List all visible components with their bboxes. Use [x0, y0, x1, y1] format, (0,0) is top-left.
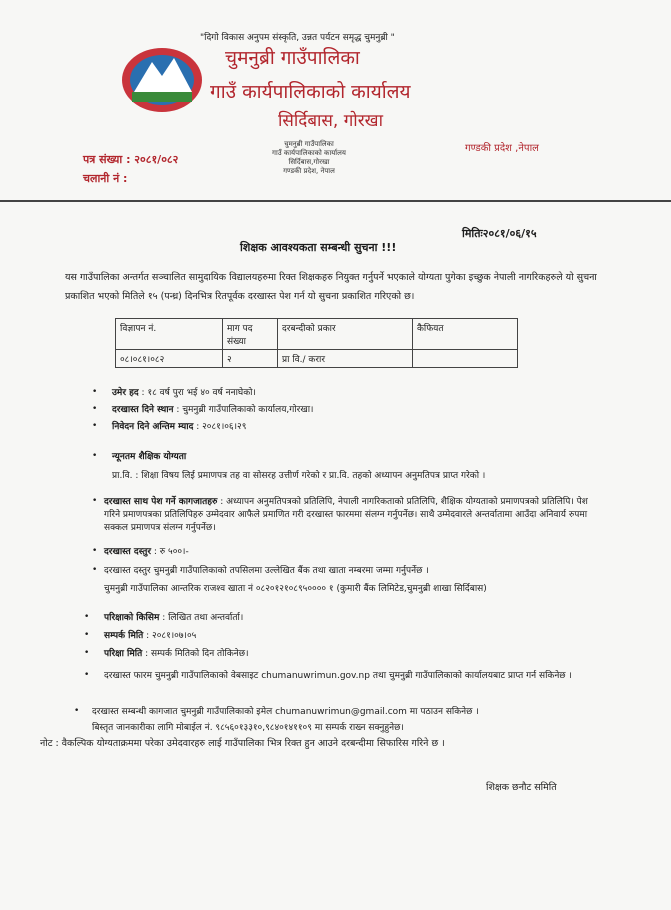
stamp-line: चुमनुब्री गाउँपालिका [284, 140, 334, 148]
bullet: • [84, 612, 90, 622]
office-stamp [272, 140, 346, 176]
dispatch-number: चलानी नं : [83, 172, 128, 185]
table-header: कैफियत [413, 319, 518, 350]
province: गण्डकी प्रदेश ,नेपाल [465, 143, 539, 154]
table-cell: प्रा वि./ करार [278, 350, 413, 368]
table-cell: २ [223, 350, 278, 368]
signature: शिक्षक छनौट समिति [486, 782, 557, 793]
list-item-exam: परिक्षाको किसिम : लिखित तथा अन्तर्वार्ता। [104, 613, 244, 623]
notice-date: मितिः२०८१/०६/१५ [462, 227, 537, 240]
table-header: माग पद संख्या [223, 319, 278, 350]
bullet: • [92, 404, 98, 414]
stamp-line: गण्डकी प्रदेश, नेपाल [283, 167, 335, 175]
ref-number: पत्र संख्या : २०८१/०८२ [83, 153, 179, 166]
bullet: • [92, 546, 98, 556]
title-municipality: चुमनुब्री गाउँपालिका [225, 47, 360, 69]
list-item-bank: दरखास्त दस्तुर चुमनुब्री गाउँपालिकाको तपसिलमा उल्लेखित बैंक तथा खाता नम्बरमा जम्मा गर्नुपर्नेछ । [104, 566, 429, 576]
stamp-line: सिर्दिबास,गोरखा [288, 158, 330, 166]
bullet: • [92, 421, 98, 431]
list-item-form: दरखास्त फारम चुमनुब्री गाउँपालिकाको वेबसाइट chumanuwrimun.gov.np तथा चुमनुब्री गाउँपालिकाको कार्यालयबाट प्राप्त गर्न सकिनेछ । [104, 671, 572, 681]
motto: "दिगो विकास अनुपम संस्कृति, उन्नत पर्यटन समृद्ध चुमनुब्री " [200, 33, 395, 43]
list-item-age: उमेर हद : १८ वर्ष पुरा भई ४० वर्ष ननाघेको। [112, 388, 256, 398]
bullet: • [92, 496, 98, 506]
list-item-place: दरखास्त दिने स्थान : चुमनुब्री गाउँपालिकाको कार्यालय,गोरखा। [112, 405, 314, 415]
nepal-emblem-logo [118, 40, 206, 116]
title-office: गाउँ कार्यपालिकाको कार्यालय [210, 81, 411, 103]
table-header: दरबन्दीको प्रकार [278, 319, 413, 350]
vacancy-table [115, 318, 518, 368]
list-item-phone: बिस्तृत जानकारीका लागि मोबाईल नं. ९८५६०१३३१०,९८४०१४११०९ मा सम्पर्क राख्न सक्नुहुनेछ। [92, 723, 404, 733]
title-location: सिर्दिबास, गोरखा [278, 111, 383, 131]
stamp-line: गाउँ कार्यपालिकाको कार्यालय [272, 149, 346, 157]
bullet: • [84, 630, 90, 640]
bullet: • [92, 387, 98, 397]
table-row [116, 350, 518, 368]
table-header: विज्ञापन नं. [116, 319, 223, 350]
note: नोट : वैकल्पिक योग्यताक्रममा परेका उमेदवारहरु लाई गाउँपालिका भित्र रिक्त हुन आउने दरबन्दीमा सिफारिस गरिने छ । [40, 738, 445, 749]
bullet: • [74, 706, 80, 716]
list-item-deadline: निवेदन दिने अन्तिम म्याद : २०८१।०६।२९ [112, 422, 247, 432]
list-item-qualification: प्रा.वि. : शिक्षा विषय लिई प्रमाणपत्र तह वा सोसरह उत्तीर्ण गरेको र प्रा.वि. तहको अध्यापन अनुमतिपत्र प्राप्त गरेको । [112, 471, 486, 481]
table-cell [413, 350, 518, 368]
table-header-row [116, 319, 518, 350]
notice-subject: शिक्षक आवश्यकता सम्बन्धी सुचना !!! [240, 241, 397, 254]
list-item-email: दरखास्त सम्बन्धी कागजात चुमनुब्री गाउँपालिकाको इमेल chumanuwrimun@gmail.com मा पठाउन सकिनेछ । [92, 707, 479, 717]
bullet: • [84, 670, 90, 680]
list-item-exam-date: परिक्षा मिति : सम्पर्क मितिको दिन तोकिनेछ। [104, 649, 249, 659]
list-item-qualification-label: न्यूनतम शैक्षिक योग्यता [112, 452, 187, 462]
list-item-documents: दरखास्त साथ पेश गर्ने कागजातहरु : अध्यापन अनुमतिपत्रको प्रतिलिपि, नेपाली नागरिकताको प्रतिलिपि, शैक्षिक योग्यताको प्रमाणपत्रको प्रतिलिपि। पेश गरिने प्रमाणपत्रका प्रतिलिपिहरु उम्मेदवार आफैले प्रमाणित गरी दरखास्त फारममा संलग्न गर्नुपर्नेछ। साथै उम्मेदवारले अन्तर्वातामा आउँदा अनिवार्य रुपमा सक्कल प्रमाणपत्र संलग्न गर्नुपर्नेछ। [104, 497, 588, 533]
table-cell: ०८।०८१।०८२ [116, 350, 223, 368]
list-item-contact: सम्पर्क मिति : २०८१।०७।०५ [104, 631, 197, 641]
header-divider [0, 200, 671, 202]
notice-intro: यस गाउँपालिका अन्तर्गत सञ्चालित सामुदायिक विद्यालयहरुमा रिक्त शिक्षकहरु नियुक्त गर्नुपर्ने भएकाले योग्यता पुगेका इच्छुक नेपाली नागरिकहरुले यो सुचना प्रकाशित भएको मितिले १५ (पन्ध्र) दिनभित्र रितपूर्वक दरखास्त पेश गर्न यो सुचना प्रकाशित गरिएको छ। [65, 272, 597, 302]
bullet: • [92, 451, 98, 461]
bullet: • [84, 648, 90, 658]
bullet: • [92, 565, 98, 575]
list-item-fee: दरखास्त दस्तुर : रु ५००।- [104, 547, 189, 557]
list-item-account: चुमनुब्री गाउँपालिका आन्तरिक राजश्व खाता नं ०८२०१२१०८९५०००० १ (कुमारी बैंक लिमिटेड,चुमनुब्री शाखा सिर्दिबास) [104, 584, 487, 594]
